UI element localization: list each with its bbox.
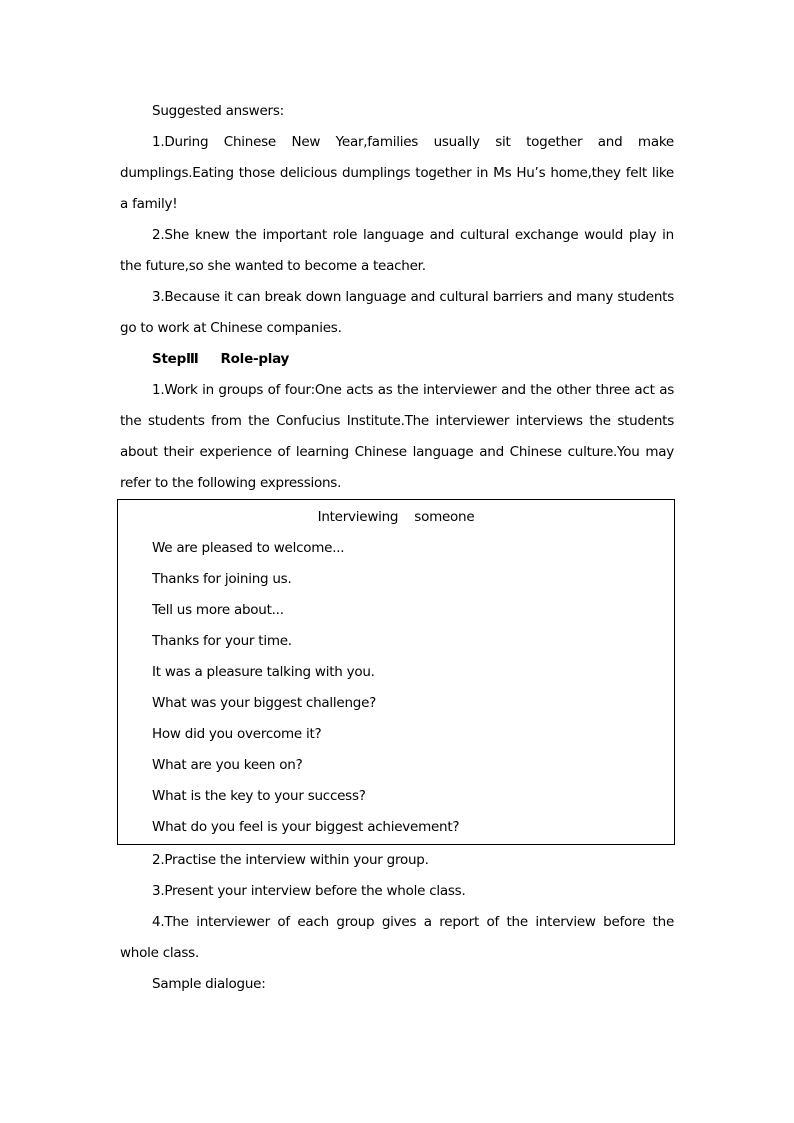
task-2: 2.Practise the interview within your group. [152,852,429,868]
expression-item: How did you overcome it? [152,726,322,742]
task-3: 3.Present your interview before the whole class. [152,883,466,899]
expression-item: What do you feel is your biggest achievement? [152,819,460,835]
expression-item: What are you keen on? [152,757,303,773]
expression-item: Tell us more about... [152,602,284,618]
expression-item: Thanks for joining us. [152,571,292,587]
expression-item: What was your biggest challenge? [152,695,377,711]
step-heading [120,344,674,375]
expressions-box-title: Interviewing someone [317,509,475,525]
task-4: 4.The interviewer of each group gives a report of the interview before the whole class. [120,914,674,961]
expression-item: What is the key to your success? [152,788,366,804]
page-content [120,96,674,1000]
expression-item: We are pleased to welcome... [152,540,345,556]
answer-1: 1.During Chinese New Year,families usually sit together and make dumplings.Eating those delicious dumplings together in Ms Hu’s home,they felt like a family! [120,134,674,212]
expression-item: It was a pleasure talking with you. [152,664,375,680]
step-label: StepⅢ [152,351,199,367]
answer-3: 3.Because it can break down language and cultural barriers and many students go to work at Chinese companies. [120,289,674,336]
sample-dialogue-heading: Sample dialogue: [152,976,266,992]
step-title: Role-play [220,351,290,367]
expressions-box [117,499,675,845]
expression-item: Thanks for your time. [152,633,292,649]
task-1: 1.Work in groups of four:One acts as the interviewer and the other three act as the students from the Confucius Institute.The interviewer interviews the students about their experience of learning Chinese language and Chinese culture.You may refer to the following expressions. [120,382,674,491]
suggested-answers-heading: Suggested answers: [152,103,284,119]
answer-2: 2.She knew the important role language and cultural exchange would play in the future,so she wanted to become a teacher. [120,227,674,274]
